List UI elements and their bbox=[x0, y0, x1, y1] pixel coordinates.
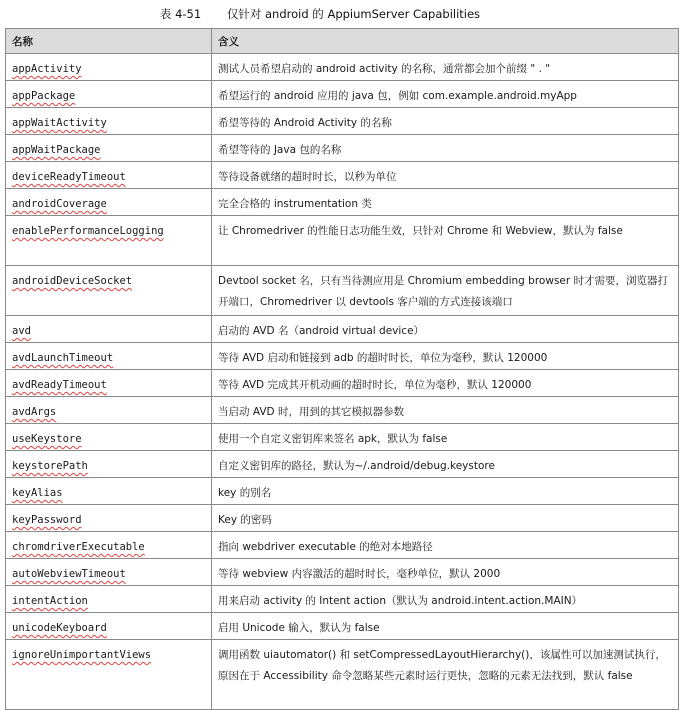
capability-name: androidCoverage bbox=[12, 198, 107, 210]
table-title: 仅针对 android 的 AppiumServer Capabilities bbox=[226, 7, 481, 21]
table-row bbox=[6, 370, 679, 397]
capability-name-cell bbox=[6, 266, 212, 316]
header-name: 名称 bbox=[6, 29, 212, 54]
capability-name: avd bbox=[12, 325, 31, 337]
capability-name-cell bbox=[6, 478, 212, 505]
capability-description: 自定义密钥库的路径，默认为~/.android/debug.keystore bbox=[212, 451, 679, 478]
capability-name-cell bbox=[6, 54, 212, 81]
capability-description: 完全合格的 instrumentation 类 bbox=[212, 189, 679, 216]
table-row bbox=[6, 397, 679, 424]
capability-name: avdArgs bbox=[12, 406, 57, 418]
capability-name-cell bbox=[6, 370, 212, 397]
header-meaning: 含义 bbox=[212, 29, 679, 54]
capability-description: 等待 AVD 启动和链接到 adb 的超时时长，单位为毫秒，默认 120000 bbox=[212, 343, 679, 370]
table-row bbox=[6, 81, 679, 108]
capability-name: keyAlias bbox=[12, 487, 63, 499]
capability-name: enablePerformanceLogging bbox=[12, 225, 164, 237]
capability-name-cell bbox=[6, 586, 212, 613]
capability-name: appWaitActivity bbox=[12, 117, 107, 129]
capability-name-cell bbox=[6, 135, 212, 162]
capability-description: 指向 webdriver executable 的绝对本地路径 bbox=[212, 532, 679, 559]
table-row bbox=[6, 478, 679, 505]
capability-name-cell bbox=[6, 397, 212, 424]
capability-name-cell bbox=[6, 559, 212, 586]
capability-name: useKeystore bbox=[12, 433, 82, 445]
table-row bbox=[6, 108, 679, 135]
capability-name: avdReadyTimeout bbox=[12, 379, 107, 391]
capability-name-cell bbox=[6, 81, 212, 108]
capability-name: avdLaunchTimeout bbox=[12, 352, 114, 364]
capability-name: intentAction bbox=[12, 595, 88, 607]
table-row bbox=[6, 451, 679, 478]
capability-name-cell bbox=[6, 216, 212, 266]
capability-description: 希望等待的 Java 包的名称 bbox=[212, 135, 679, 162]
capability-description: 让 Chromedriver 的性能日志功能生效，只针对 Chrome 和 Webview，默认为 false bbox=[212, 216, 679, 266]
table-number: 表 4-51 bbox=[159, 7, 202, 21]
capability-name-cell bbox=[6, 343, 212, 370]
capability-description: 用来启动 activity 的 Intent action（默认为 android.intent.action.MAIN） bbox=[212, 586, 679, 613]
capabilities-table bbox=[5, 28, 679, 710]
capability-name: androidDeviceSocket bbox=[12, 275, 133, 287]
table-row bbox=[6, 189, 679, 216]
capability-name-cell bbox=[6, 108, 212, 135]
capability-name: unicodeKeyboard bbox=[12, 622, 107, 634]
capability-description: key 的别名 bbox=[212, 478, 679, 505]
table-caption bbox=[0, 6, 640, 22]
table-row bbox=[6, 559, 679, 586]
capability-name-cell bbox=[6, 162, 212, 189]
capability-name-cell bbox=[6, 640, 212, 710]
table-row bbox=[6, 343, 679, 370]
capability-description: 希望等待的 Android Activity 的名称 bbox=[212, 108, 679, 135]
capability-name-cell bbox=[6, 532, 212, 559]
table-row bbox=[6, 162, 679, 189]
capability-description: 希望运行的 android 应用的 java 包，例如 com.example.android.myApp bbox=[212, 81, 679, 108]
capability-description: 等待设备就绪的超时时长，以秒为单位 bbox=[212, 162, 679, 189]
capability-description: 启用 Unicode 输入，默认为 false bbox=[212, 613, 679, 640]
capability-name-cell bbox=[6, 189, 212, 216]
table-row bbox=[6, 54, 679, 81]
table-row bbox=[6, 505, 679, 532]
capability-description: 测试人员希望启动的 android activity 的名称，通常都会加个前缀 " . " bbox=[212, 54, 679, 81]
capability-description: Key 的密码 bbox=[212, 505, 679, 532]
capability-description: Devtool socket 名，只有当待测应用是 Chromium embedding browser 时才需要，浏览器打开端口，Chromedriver 以 devtools 客户端的方式连接该端口 bbox=[212, 266, 679, 316]
capability-description: 使用一个自定义密钥库来签名 apk，默认为 false bbox=[212, 424, 679, 451]
capability-name: deviceReadyTimeout bbox=[12, 171, 126, 183]
capability-name: chromdriverExecutable bbox=[12, 541, 145, 553]
capability-name: appPackage bbox=[12, 90, 76, 102]
table-row bbox=[6, 613, 679, 640]
capability-name-cell bbox=[6, 316, 212, 343]
table-row bbox=[6, 424, 679, 451]
capability-description: 调用函数 uiautomator() 和 setCompressedLayoutHierarchy()，该属性可以加速测试执行，原因在于 Accessibility 命令忽略某些元素时运行更快，忽略的元素无法找到，默认 false bbox=[212, 640, 679, 710]
capability-name-cell bbox=[6, 505, 212, 532]
table-row bbox=[6, 316, 679, 343]
capability-name: autoWebviewTimeout bbox=[12, 568, 126, 580]
capability-description: 等待 webview 内容激活的超时时长，毫秒单位，默认 2000 bbox=[212, 559, 679, 586]
table-row bbox=[6, 135, 679, 162]
capability-name-cell bbox=[6, 613, 212, 640]
capability-name: appActivity bbox=[12, 63, 82, 75]
capability-name-cell bbox=[6, 424, 212, 451]
table-row bbox=[6, 532, 679, 559]
table-row bbox=[6, 216, 679, 266]
capability-name: appWaitPackage bbox=[12, 144, 101, 156]
capability-name: keystorePath bbox=[12, 460, 88, 472]
capability-name: ignoreUnimportantViews bbox=[12, 649, 152, 661]
table-row bbox=[6, 586, 679, 613]
capability-description: 启动的 AVD 名（android virtual device） bbox=[212, 316, 679, 343]
header-row bbox=[6, 29, 679, 54]
capability-name: keyPassword bbox=[12, 514, 82, 526]
table-row bbox=[6, 266, 679, 316]
capability-description: 等待 AVD 完成其开机动画的超时时长，单位为毫秒，默认 120000 bbox=[212, 370, 679, 397]
table-row bbox=[6, 640, 679, 710]
capability-description: 当启动 AVD 时，用到的其它模拟器参数 bbox=[212, 397, 679, 424]
capability-name-cell bbox=[6, 451, 212, 478]
